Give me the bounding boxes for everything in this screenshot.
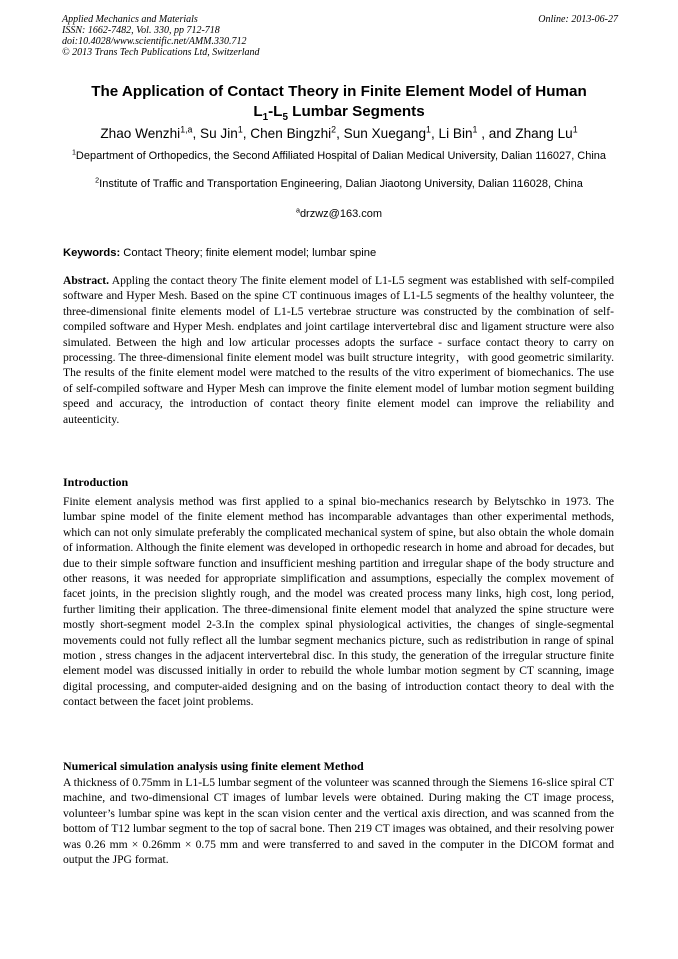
keywords [63, 246, 619, 260]
abstract-label: Abstract. [63, 274, 110, 287]
title-line-1: The Application of Contact Theory in Finite Element Model of Human [91, 83, 587, 100]
author: Sun Xuegang$^1$ [343, 124, 431, 141]
journal-copyright: © 2013 Trans Tech Publications Ltd, Switzerland [62, 47, 260, 58]
introduction-heading: Introduction [63, 475, 129, 489]
keywords-label: Keywords: [63, 247, 121, 259]
author: Li Bin$^1$ [438, 124, 478, 141]
affiliation-1: $^1$Department of Orthopedics, the Second Affiliated Hospital of Dalian Medical University, Dalian 116027, China [71, 148, 607, 162]
journal-name: Applied Mechanics and Materials [62, 14, 198, 25]
author: Su Jin$^1$ [200, 124, 243, 141]
abstract [63, 273, 614, 427]
author-email: $^a$drzwz@163.com [295, 206, 383, 220]
keywords-text: Contact Theory; finite element model; lumbar spine [120, 247, 377, 259]
online-date: Online: 2013-06-27 [538, 14, 618, 25]
numerical-text: A thickness of 0.75mm in L1-L5 lumbar segment of the volunteer was scanned through the Siemens 16-slice spiral CT machine, and two-dimensional CT images of lumbar levels were obtained. During making the CT image process, volunteer’s lumbar spine was kept in the scan vision center and the vertical axis direction, and was scanned from the bottom of T12 lumbar segment to the top of sacral bone. Then 219 CT images was obtained, and their resolving power was 0.26 mm × 0.26mm × 0.75 mm and were transferred to and saved in the computer in the DICOM format and output the JPG format. [63, 776, 614, 867]
journal-issn: ISSN: 1662-7482, Vol. 330, pp 712-718 [62, 25, 220, 36]
author-list: Zhao Wenzhi$^{1,a}$, Su Jin$^1$, Chen Bingzhi$^2$, Sun Xuegang$^1$, Li Bin$^1$ , and Zhang Lu$^1$ [100, 124, 578, 141]
author: Chen Bingzhi$^2$ [250, 124, 337, 141]
author: Zhao Wenzhi$^{1,a}$ [100, 124, 193, 141]
title-line-2: $L_1-L_5$ Lumbar Segments [253, 103, 425, 124]
numerical-heading: Numerical simulation analysis using finite element Method [63, 759, 364, 773]
journal-doi: doi:10.4028/www.scientific.net/AMM.330.712 [62, 36, 247, 47]
affiliation-2: $^2$Institute of Traffic and Transportation Engineering, Dalian Jiaotong University, Dalian 116028, China [95, 176, 583, 190]
journal-header [62, 14, 618, 58]
abstract-text: Appling the contact theory The finite element model of L1-L5 segment was established with self-compiled software and Hyper Mesh. Based on the spine CT continuous images of L1-L5 segments of the healthy volunteer, the three-dimensional finite elements model of L1-L5 vertebrae structure was constructed by the combination of self-compiled software and Hyper Mesh. endplates and joint cartilage intervertebral disc and ligament structure were also simulated. Between the high and low articular processes adopts the surface - surface contact theory to carry on processing. The three-dimensional finite element model was built structure integrity，with good geometric similarity. The results of the finite element model were matched to the results of the vitro experiment of biomechanics. The use of self-compiled software and Hyper Mesh can improve the finite element model of lumbar motion segment building speed and accuracy, the introduction of contact theory finite element model can improve the reliability and auteenticity. [63, 274, 614, 426]
author: Zhang Lu$^1$ [515, 124, 578, 141]
introduction-text: Finite element analysis method was first applied to a spinal bio-mechanics research by Belytschko in 1973. The lumbar spine model of the finite element method has incomparable advantages than other experimental methods, which can not only simulate preferably the complicated mechanical system of spine, but also obtain the whole domain of information. Although the finite element was developed in orthopedic research in home and abroad for decades, but due to their simple software function and insufficient meshing partition and irregular shape of the body structure and other reasons, it was needed for appropriate simplification and assumptions, especially the complex movement of facet joints, in the precision slightly rough, and the model was created process many links, high cost, long period, further limiting their application. The three-dimensional finite element model that analyzed the spine structure were mostly short-segment model 2-3.In the complex spinal physiological activities, the changes of single-segmental movements could not fully reflect all the lumbar segment mechanics picture, such as redistribution in range of spinal motion , stress changes in the adjacent intervertebral disc. In this study, the generation of the irregular structure finite element model was discussed initially in order to rebuild the whole lumbar motion segment by CT scanning, image digital processing, and computer-aided designing and on the basing of introduction contact theory to deal with the contact between the facet joint problems. [63, 495, 614, 709]
paper-title [40, 82, 638, 122]
